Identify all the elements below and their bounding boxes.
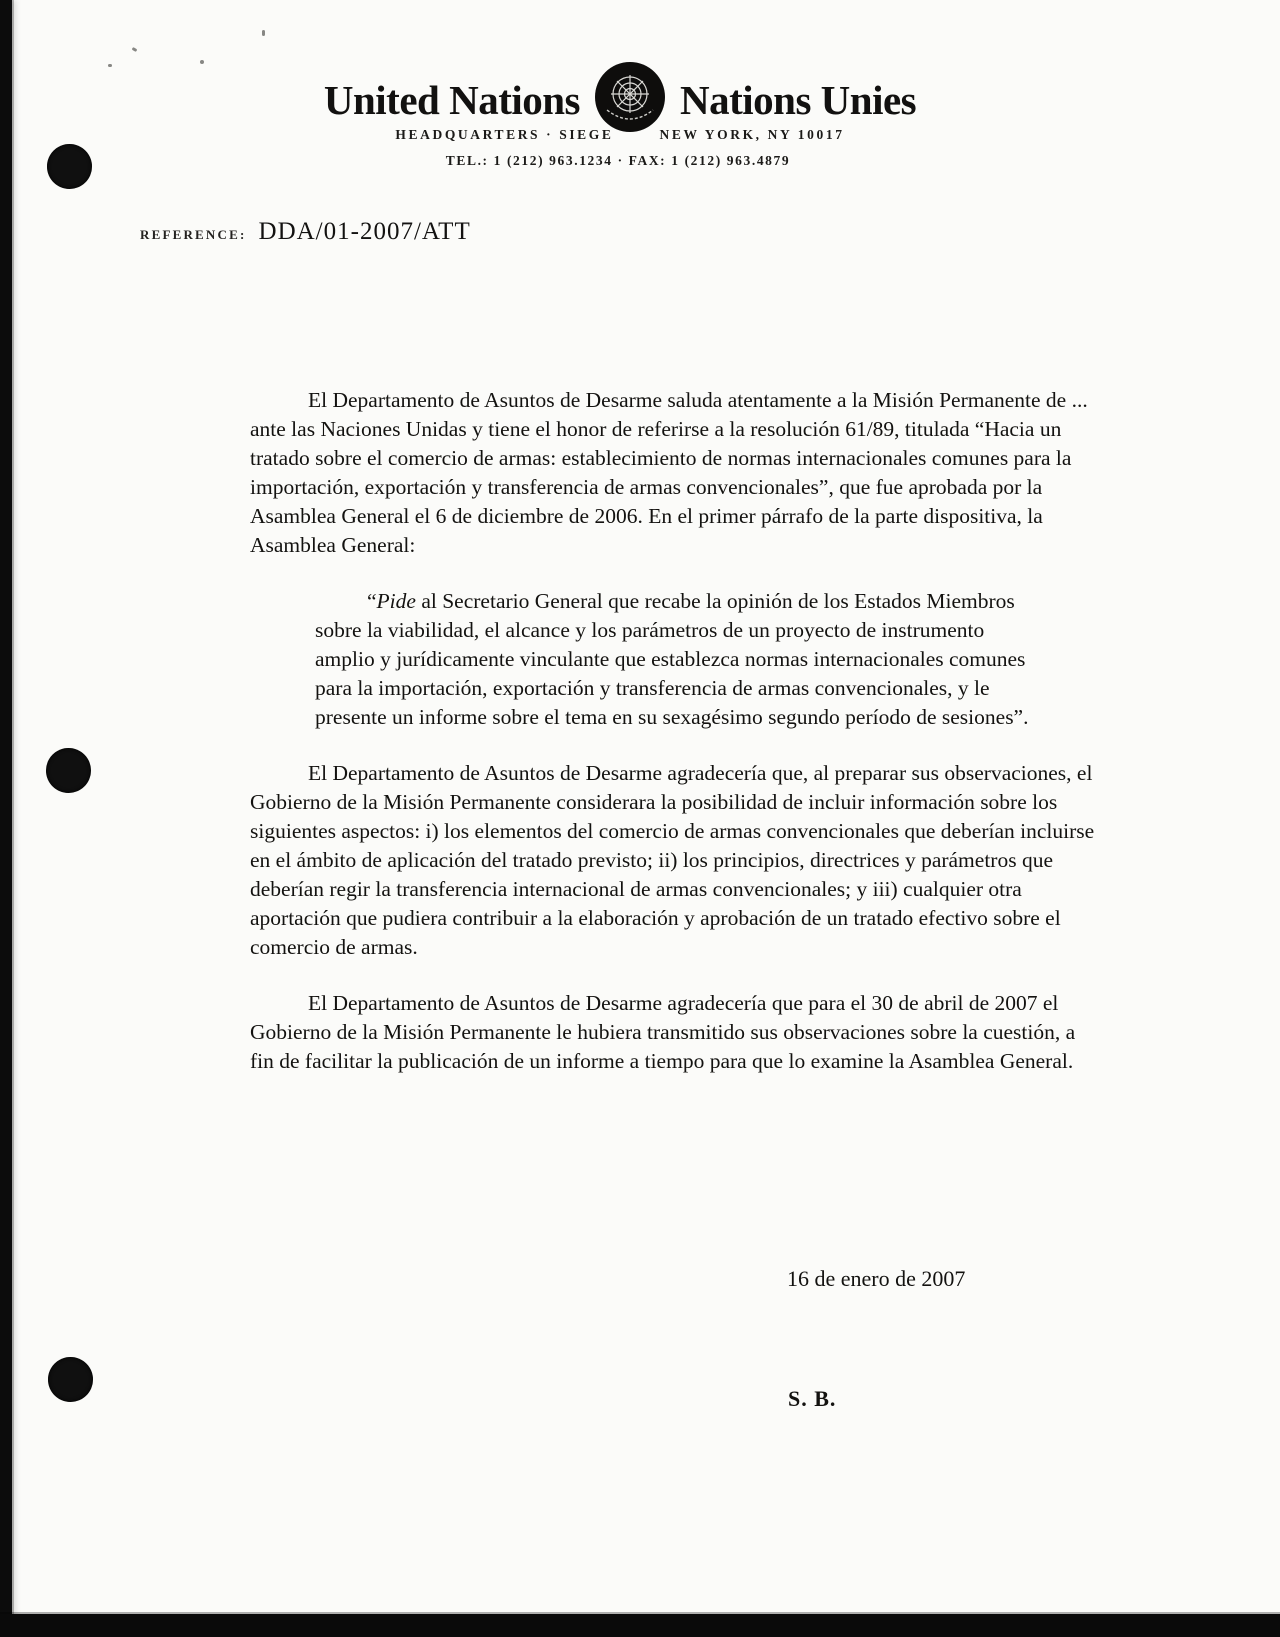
- hole-punch: [46, 748, 91, 793]
- city-label: NEW YORK, NY 10017: [659, 127, 845, 142]
- org-name-french: Nations Unies: [680, 77, 917, 123]
- letterhead: [0, 66, 1260, 134]
- reference-row: [140, 218, 471, 246]
- org-name-english: United Nations: [323, 77, 580, 123]
- quoted-resolution-paragraph: [315, 587, 1045, 732]
- quote-open-mark: “: [367, 589, 377, 613]
- scan-edge-bottom: [0, 1614, 1280, 1637]
- body-paragraph-1: El Departamento de Asuntos de Desarme saluda atentamente a la Misión Permanente de ... ante las Naciones Unidas y tiene el honor de referirse a la resolución 61/89, titulada “Hacia un tratado sobre el comercio de armas: establecimiento de normas internacionales comunes para la importación, exportación y transferencia de armas convencionales”, que fue aprobada por la Asamblea General el 6 de diciembre de 2006. En el primer párrafo de la parte dispositiva, la Asamblea General:: [250, 388, 1088, 557]
- reference-number: DDA/01-2007/ATT: [258, 218, 471, 245]
- letterhead-contact-line: TEL.: 1 (212) 963.1234 · FAX: 1 (212) 963.4879: [445, 153, 791, 168]
- body-paragraph-3: El Departamento de Asuntos de Desarme agradecería que, al preparar sus observaciones, el Gobierno de la Misión Permanente considerara la posibilidad de incluir información sobre los siguientes aspectos: i) los elementos del comercio de armas convencionales que deberían incluirse en el ámbito de aplicación del tratado previsto; ii) los principios, directrices y parámetros que deberían regir la transferencia internacional de armas convencionales; y iii) cualquier otra aportación que pudiera contribuir a la elaboración y aprobación de un tratado efectivo sobre el comercio de armas.: [250, 761, 1095, 959]
- scan-edge-left: [0, 0, 12, 1637]
- un-emblem-icon: [593, 60, 667, 134]
- body-paragraph-4: El Departamento de Asuntos de Desarme agradecería que para el 30 de abril de 2007 el Gobierno de la Misión Permanente le hubiera transmitido sus observaciones sobre la cuestión, a fin de facilitar la publicación de un informe a tiempo para que lo examine la Asamblea General.: [250, 991, 1076, 1073]
- letter-date: 16 de enero de 2007: [787, 1266, 966, 1291]
- pencil-mark: [132, 47, 138, 52]
- headquarters-label: HEADQUARTERS · SIEGE: [395, 127, 614, 142]
- signature-initials: S. B.: [788, 1386, 837, 1411]
- pencil-mark: [262, 30, 265, 36]
- pencil-mark: [200, 60, 204, 64]
- hole-punch: [48, 1357, 93, 1402]
- quote-lead-word: Pide: [376, 589, 416, 613]
- letterhead-address-line: [0, 127, 1260, 143]
- quote-body-text: al Secretario General que recabe la opinión de los Estados Miembros sobre la viabilidad, el alcance y los parámetros de un proyecto de instrumento amplio y jurídicamente vinculante que establezca normas internacionales comunes para la importación, exportación y transferencia de armas convencionales, y le presente un informe sobre el tema en su sexagésimo segundo período de sesiones”.: [315, 589, 1029, 729]
- letter-body: [250, 386, 1095, 1103]
- reference-label: REFERENCE:: [140, 227, 247, 242]
